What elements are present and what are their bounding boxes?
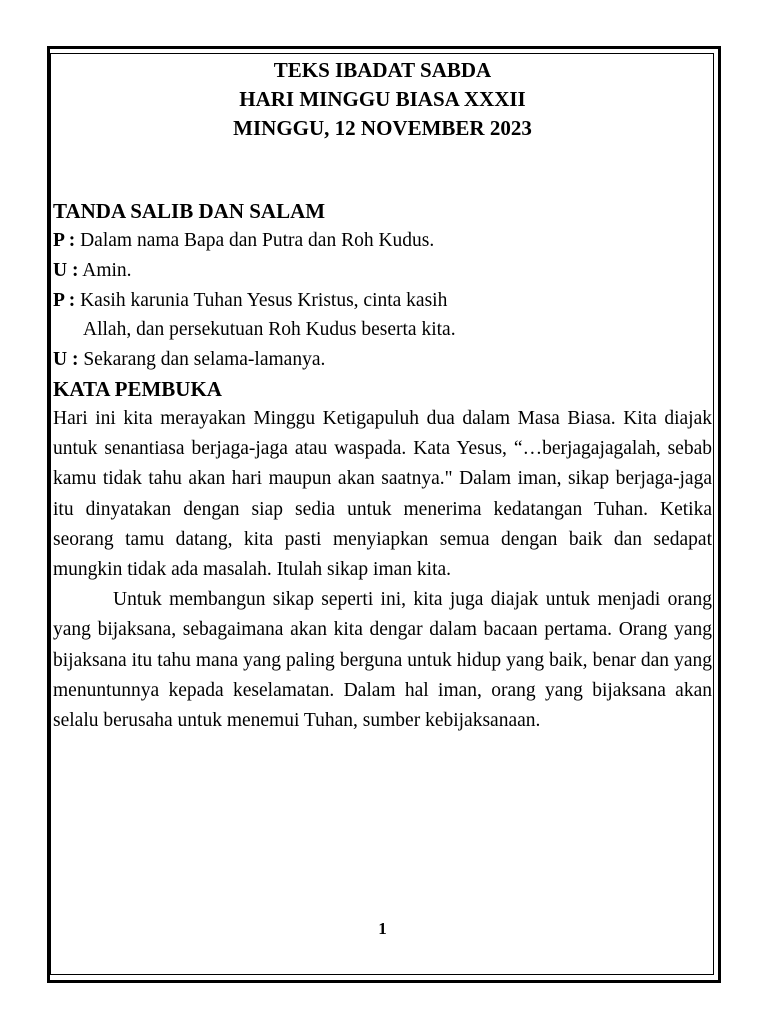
dialog-text: Amin.	[78, 259, 132, 281]
title-line-1: TEKS IBADAT SABDA	[273, 58, 492, 82]
title-line-2: HARI MINGGU BIASA XXXII	[239, 87, 526, 111]
document-title	[53, 56, 712, 143]
section-heading-tanda-salib: TANDA SALIB DAN SALAM	[53, 199, 326, 223]
page-number: 1	[378, 919, 387, 938]
paragraph-1: Hari ini kita merayakan Minggu Ketigapuluh dua dalam Masa Biasa. Kita diajak untuk senantiasa berjaga-jaga atau waspada. Kata Yesus, “…berjagajagalah, sebab kamu tidak tahu akan hari maupun akan saatnya." Dalam iman, sikap berjaga-jaga itu dinyatakan dengan siap sedia untuk menerima kedatangan Tuhan. Ketika seorang tamu datang, kita pasti menyiapkan semua dengan baik dan sedapat mungkin tidak ada masalah. Itulah sikap iman kita.	[53, 407, 712, 580]
dialog-text: Dalam nama Bapa dan Putra dan Roh Kudus.	[75, 230, 435, 251]
document-content	[53, 56, 712, 736]
dialog-line-continuation	[53, 315, 712, 345]
speaker-label: P :	[53, 289, 76, 311]
dialog-text: Kasih karunia Tuhan Yesus Kristus, cinta kasih	[75, 289, 448, 311]
paragraph-2: Untuk membangun sikap seperti ini, kita juga diajak untuk menjadi orang yang bijaksana, sebagaimana akan kita dengar dalam bacaan pertama. Orang yang bijaksana itu tahu mana yang paling berguna untuk hidup yang baik, benar dan yang menuntunnya kepada keselamatan. Dalam hal iman, orang yang bijaksana akan selalu berusaha untuk menemui Tuhan, sumber kebijaksanaan.	[53, 589, 712, 732]
speaker-label: U :	[53, 349, 79, 371]
dialog-line	[53, 345, 712, 375]
section-heading-kata-pembuka: KATA PEMBUKA	[53, 376, 222, 401]
speaker-label: U :	[53, 259, 79, 281]
dialog-line	[53, 256, 712, 286]
speaker-label: P :	[53, 230, 76, 251]
dialog-line	[53, 226, 712, 256]
dialog-text: Sekarang dan selama-lamanya.	[78, 349, 326, 371]
title-date: MINGGU, 12 NOVEMBER 2023	[233, 116, 532, 140]
dialog-text: Allah, dan persekutuan Roh Kudus beserta kita.	[83, 319, 456, 341]
dialog-line	[53, 286, 712, 316]
